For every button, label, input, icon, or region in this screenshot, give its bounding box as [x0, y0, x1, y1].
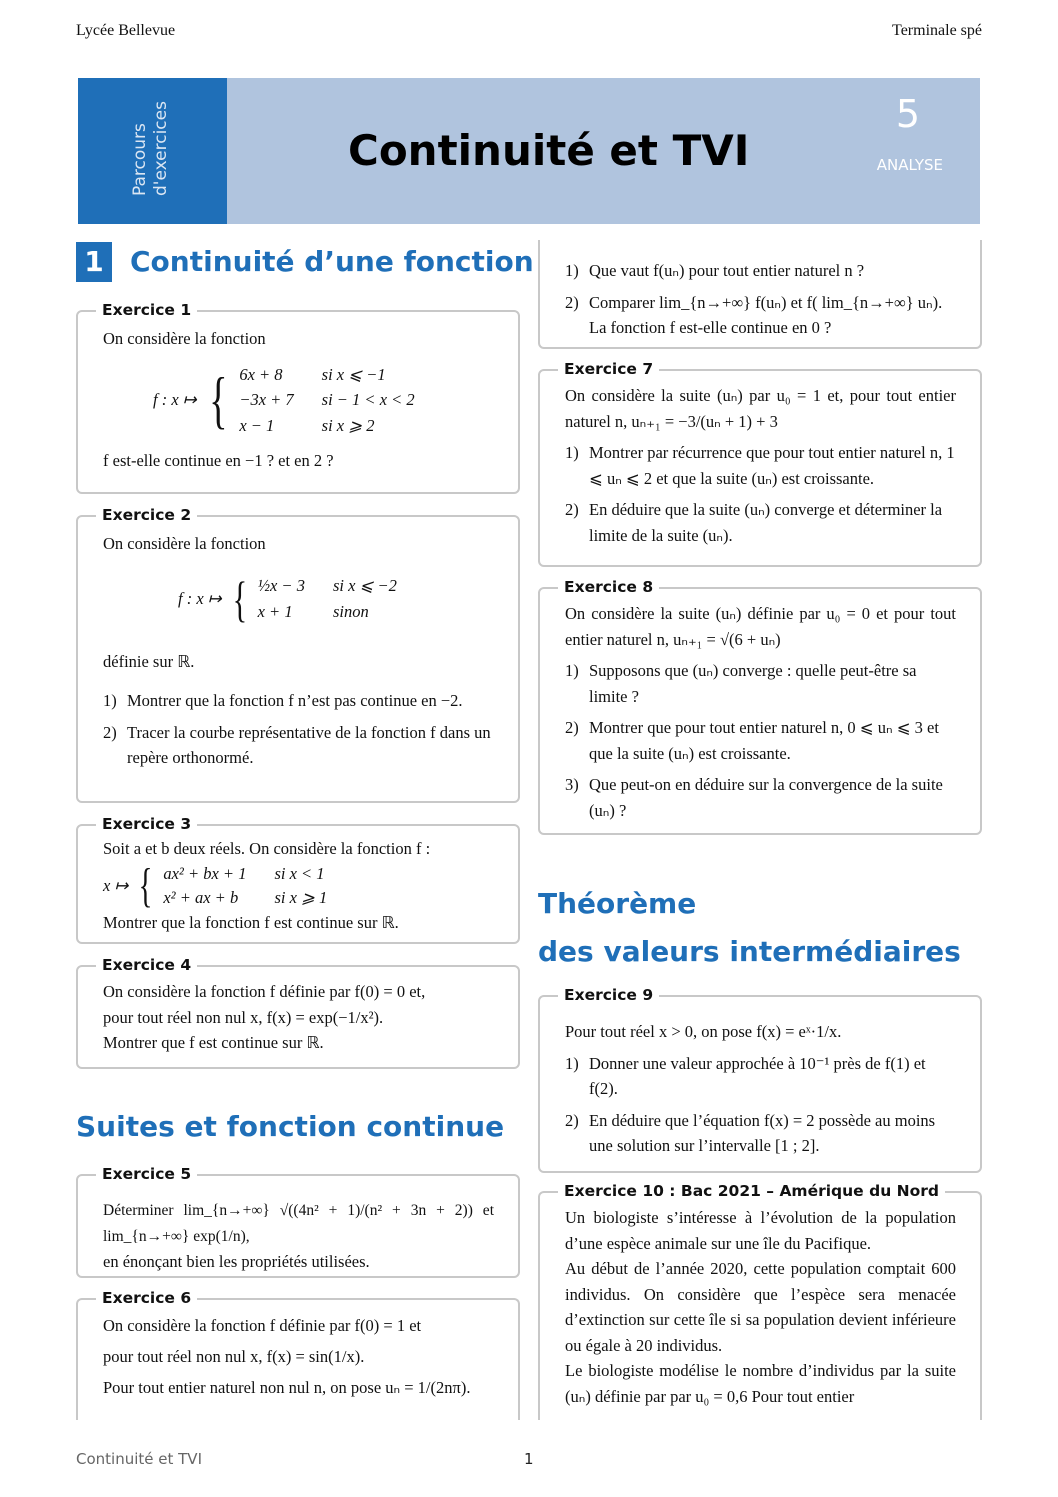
exercise-text: pour tout réel non nul x, f(x) = exp(−1/x²). [103, 1007, 384, 1027]
question-item: 1) Que vaut f(uₙ) pour tout entier naturel n ? [565, 261, 865, 280]
exercise-title: Exercice 3 [96, 814, 197, 834]
chapter-label: ANALYSE [876, 156, 943, 174]
exercise-text: Pour tout entier naturel non nul n, on pose uₙ = 1/(2nπ). [103, 1378, 471, 1397]
section-heading-1: 1 Continuité d’une fonction [76, 242, 534, 282]
section-heading-suites: Suites et fonction continue [76, 1110, 505, 1143]
question-item: 2) Comparer lim_{n→+∞} f(uₙ) et f( lim_{n→+∞} uₙ). La fonction f est-elle continue en 0 ? [565, 292, 943, 337]
exercise-3 [76, 815, 520, 944]
question-item: 1) Supposons que (uₙ) converge : quelle peut-être sa limite ? [565, 661, 917, 706]
title-banner [78, 78, 980, 224]
question-item: 3) Que peut-on en déduire sur la convergence de la suite (uₙ) ? [565, 775, 943, 820]
exercise-text: Pour tout réel x > 0, on pose f(x) = eˣ·1/x. [565, 1022, 842, 1041]
page-number: 1 [524, 1450, 534, 1468]
exercise-title: Exercice 6 [96, 1288, 197, 1308]
exercise-title: Exercice 5 [96, 1164, 197, 1184]
exercise-text: On considère la fonction f définie par f(0) = 0 et, [103, 982, 426, 1001]
exercise-10 [538, 1182, 982, 1420]
exercise-title: Exercice 7 [558, 359, 659, 379]
exercise-4 [76, 956, 520, 1069]
exercise-text: On considère la fonction [103, 534, 266, 553]
exercise-6-continued [538, 240, 982, 349]
exercise-text: Soit a et b deux réels. On considère la fonction f : [103, 839, 431, 858]
exercise-text: On considère la fonction [103, 329, 266, 348]
banner-side-label: Parcours d'exercices [130, 101, 171, 196]
question-item: 1) Montrer par récurrence que pour tout entier naturel n, 1 ⩽ uₙ ⩽ 2 et que la suite (uₙ) est croissante. [565, 443, 955, 488]
chapter-number: 5 [895, 92, 920, 136]
exercise-title: Exercice 1 [96, 300, 197, 320]
exercise-text: Au début de l’année 2020, cette population comptait 600 individus. On considère que l’espèce sera menacée d’extinction sur cette île si sa population devient inférieure ou égale à 20 individus. [565, 1259, 956, 1355]
exercise-9 [538, 986, 982, 1173]
question-item: 2) En déduire que la suite (uₙ) converge et déterminer la limite de la suite (uₙ). [565, 500, 943, 545]
exercise-question: f est-elle continue en −1 ? et en 2 ? [103, 451, 334, 470]
school-name: Lycée Bellevue [76, 22, 176, 39]
exercise-1 [76, 301, 520, 494]
exercise-text: définie sur ℝ. [103, 651, 195, 671]
piecewise-function: x ↦ { ax² + bx + 1 si x < 1 x² + ax + b si x ⩾ 1 [103, 858, 328, 912]
question-item: 1) Donner une valeur approchée à 10⁻¹ près de f(1) et f(2). [565, 1053, 926, 1098]
exercise-text: Déterminer lim_{n→+∞} √((4n² + 1)/(n² + 3n + 2)) et lim_{n→+∞} exp(1/n), [103, 1202, 494, 1245]
section-heading-tvi: Théorème des valeurs intermédiaires [538, 887, 961, 968]
exercise-text: On considère la suite (uₙ) par u₀ = 1 et, pour tout entier naturel n, uₙ₊₁ = −3/(uₙ + 1) + 3 [565, 386, 956, 431]
question-item: 1) Montrer que la fonction f n’est pas continue en −2. [103, 691, 463, 710]
footer-title: Continuité et TVI [76, 1450, 202, 1468]
exercise-title: Exercice 4 [96, 955, 197, 975]
exercise-text: pour tout réel non nul x, f(x) = sin(1/x). [103, 1347, 365, 1366]
exercise-7 [538, 360, 982, 567]
page-title: Continuité et TVI [348, 126, 750, 175]
exercise-2 [76, 506, 520, 803]
piecewise-function: f : x ↦ { 6x + 8 si x ⩽ −1 −3x + 7 si − 1 < x < 2 x − 1 si x ⩾ 2 [153, 363, 415, 435]
question-item: 2) Tracer la courbe représentative de la fonction f dans un repère orthonormé. [103, 722, 491, 767]
exercise-text: On considère la fonction f définie par f(0) = 1 et [103, 1316, 422, 1335]
exercise-title: Exercice 8 [558, 577, 659, 597]
exercise-title: Exercice 10 : Bac 2021 – Amérique du Nord [558, 1181, 945, 1201]
exercise-text: On considère la suite (uₙ) définie par u₀ = 0 et pour tout entier naturel n, uₙ₊₁ = √(6 + uₙ) [565, 604, 956, 649]
exercise-5 [76, 1165, 520, 1278]
exercise-6 [76, 1289, 520, 1420]
class-level: Terminale spé [892, 22, 982, 39]
exercise-text: en énonçant bien les propriétés utilisées. [103, 1252, 370, 1271]
piecewise-function: f : x ↦ { ½x − 3 si x ⩽ −2 x + 1 sinon [178, 570, 397, 627]
exercise-text: Le biologiste modélise le nombre d’individus par la suite (uₙ) définie par par u₀ = 0,6 Pour tout entier [565, 1361, 956, 1406]
exercise-title: Exercice 2 [96, 505, 197, 525]
exercise-text: Un biologiste s’intéresse à l’évolution de la population d’une espèce animale sur une île du Pacifique. [565, 1208, 956, 1253]
exercise-8 [538, 578, 982, 835]
exercise-question: Montrer que la fonction f est continue sur ℝ. [103, 912, 399, 932]
exercise-title: Exercice 9 [558, 985, 659, 1005]
exercise-text: Montrer que f est continue sur ℝ. [103, 1033, 324, 1052]
question-item: 2) En déduire que l’équation f(x) = 2 possède au moins une solution sur l’intervalle [1 ; 2]. [565, 1110, 936, 1155]
banner-side [78, 78, 227, 224]
question-item: 2) Montrer que pour tout entier naturel n, 0 ⩽ uₙ ⩽ 3 et que la suite (uₙ) est croissante. [565, 718, 939, 763]
